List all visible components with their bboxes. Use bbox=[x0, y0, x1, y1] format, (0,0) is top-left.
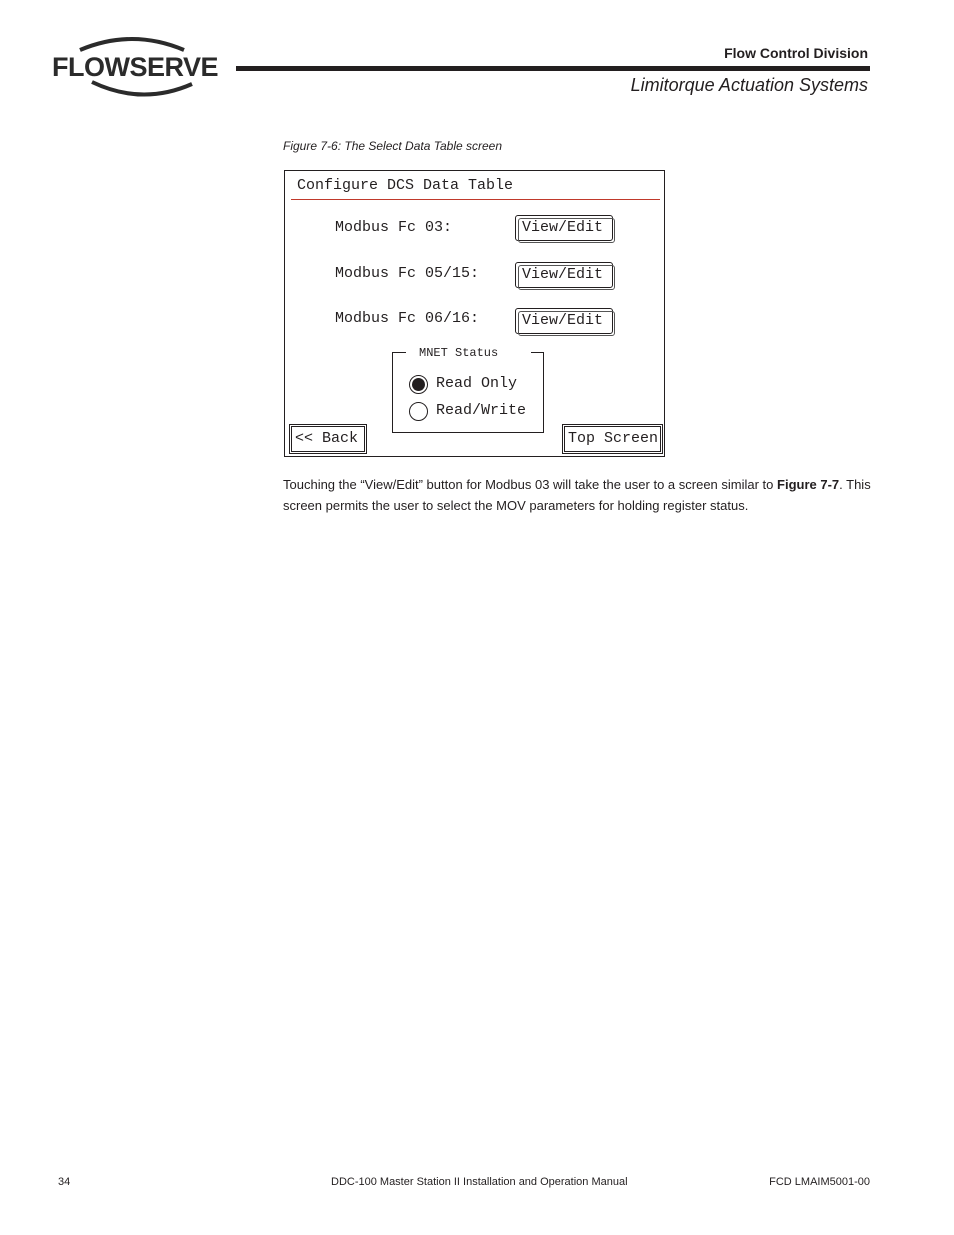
back-button[interactable] bbox=[289, 424, 367, 454]
manual-title: DDC-100 Master Station II Installation and Operation Manual bbox=[331, 1176, 628, 1188]
figure-caption: Figure 7-6: The Select Data Table screen bbox=[283, 139, 503, 153]
back-button-label: << Back bbox=[295, 430, 359, 447]
modbus-fc0616-label: Modbus Fc 06/16: bbox=[335, 310, 480, 327]
page-number: 34 bbox=[58, 1176, 71, 1188]
screen-title: Configure DCS Data Table bbox=[297, 177, 514, 194]
read-only-radio[interactable] bbox=[409, 375, 428, 394]
select-data-table-screen bbox=[284, 170, 665, 457]
top-screen-button[interactable] bbox=[562, 424, 663, 454]
view-edit-fc0616-button[interactable] bbox=[515, 308, 613, 334]
division-title: Flow Control Division bbox=[724, 45, 868, 61]
header-subtitle: Limitorque Actuation Systems bbox=[630, 75, 868, 95]
body-paragraph bbox=[283, 474, 873, 516]
figure-reference: Figure 7-7 bbox=[777, 477, 840, 492]
read-write-radio[interactable] bbox=[409, 402, 428, 421]
body-text-start: Touching the “View/Edit” button for Modbus 03 will take the user to a screen similar to bbox=[283, 477, 778, 492]
view-edit-label: View/Edit bbox=[522, 266, 604, 283]
view-edit-fc0515-button[interactable] bbox=[515, 262, 613, 288]
logo-wordmark: FLOWSERVE bbox=[52, 52, 219, 82]
document-code: FCD LMAIM5001-00 bbox=[769, 1176, 870, 1188]
modbus-fc03-label: Modbus Fc 03: bbox=[335, 219, 453, 236]
group-border-left bbox=[392, 352, 406, 353]
mnet-status-legend: MNET Status bbox=[419, 346, 499, 360]
flowserve-logo bbox=[52, 36, 217, 100]
modbus-fc0515-label: Modbus Fc 05/15: bbox=[335, 265, 480, 282]
read-write-label: Read/Write bbox=[436, 402, 527, 419]
view-edit-label: View/Edit bbox=[522, 219, 604, 236]
top-screen-label: Top Screen bbox=[568, 430, 659, 447]
read-only-label: Read Only bbox=[436, 375, 518, 392]
header-rule bbox=[236, 66, 870, 71]
view-edit-fc03-button[interactable] bbox=[515, 215, 613, 241]
body-text-end: . This screen permits the user to select the MOV parameters for holding register status. bbox=[283, 477, 871, 513]
group-border-right bbox=[531, 352, 544, 353]
title-divider bbox=[291, 199, 660, 200]
view-edit-label: View/Edit bbox=[522, 312, 604, 329]
